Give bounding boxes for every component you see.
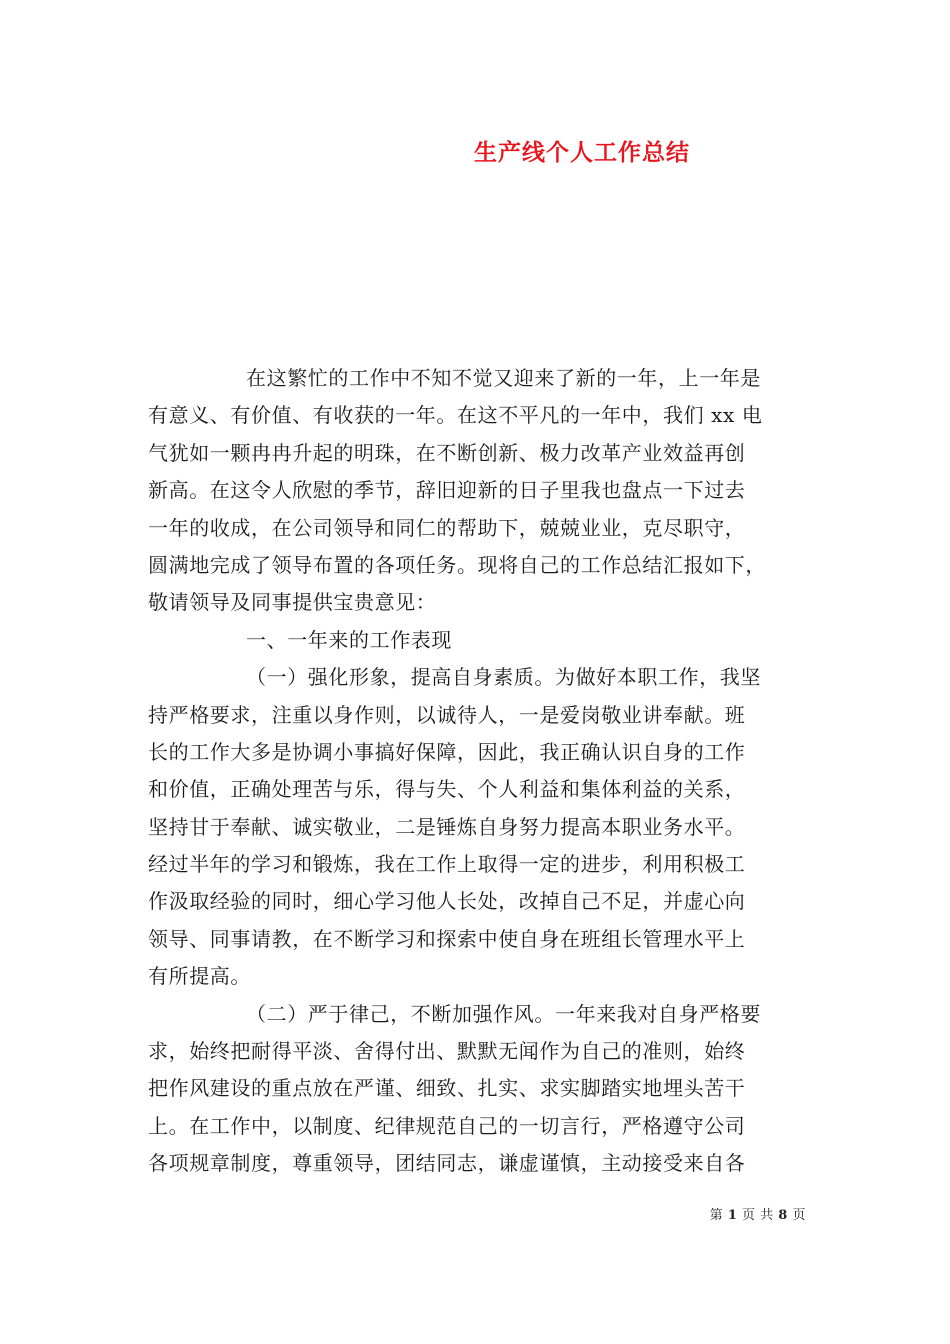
paragraph-line: 有所提高。 xyxy=(148,964,251,989)
total-pages-number: 8 xyxy=(778,1208,788,1223)
document-title: 生产线个人工作总结 xyxy=(474,139,690,166)
footer-middle: 页 共 xyxy=(742,1208,774,1223)
paragraph-line: 新高。在这令人欣慰的季节，辞旧迎新的日子里我也盘点一下过去 xyxy=(148,478,746,503)
paragraph-line: 各项规章制度，尊重领导，团结同志，谦虚谨慎，主动接受来自各 xyxy=(148,1151,746,1176)
paragraph-line: 坚持甘于奉献、诚实敬业，二是锤炼自身努力提高本职业务水平。 xyxy=(148,814,746,839)
paragraph-line: 气犹如一颗冉冉升起的明珠，在不断创新、极力改革产业效益再创 xyxy=(148,440,746,465)
paragraph-line: 长的工作大多是协调小事搞好保障，因此，我正确认识自身的工作 xyxy=(148,739,746,764)
paragraph-line: 和价值，正确处理苦与乐，得与失、个人利益和集体利益的关系， xyxy=(148,777,746,802)
paragraph-line: 上。在工作中，以制度、纪律规范自己的一切言行，严格遵守公司 xyxy=(148,1113,746,1138)
paragraph-line: （一）强化形象，提高自身素质。为做好本职工作，我坚 xyxy=(246,665,761,690)
paragraph-line: 求，始终把耐得平淡、舍得付出、默默无闻作为自己的准则，始终 xyxy=(148,1039,746,1064)
paragraph-line: 圆满地完成了领导布置的各项任务。现将自己的工作总结汇报如下， xyxy=(148,552,766,577)
paragraph-line: 领导、同事请教，在不断学习和探索中使自身在班组长管理水平上 xyxy=(148,926,746,951)
page-number-footer xyxy=(710,1204,806,1223)
paragraph-line: 作汲取经验的同时，细心学习他人长处，改掉自己不足，并虚心向 xyxy=(148,889,746,914)
paragraph-line: 敬请领导及同事提供宝贵意见： xyxy=(148,590,437,615)
section-heading: 一、一年来的工作表现 xyxy=(246,627,452,652)
document-body xyxy=(148,360,808,1183)
paragraph-line: 一年的收成，在公司领导和同仁的帮助下，兢兢业业，克尽职守， xyxy=(148,515,746,540)
paragraph-line: 有意义、有价值、有收获的一年。在这不平凡的一年中，我们 xx 电 xyxy=(148,403,763,428)
paragraph-line: 经过半年的学习和锻炼，我在工作上取得一定的进步，利用积极工 xyxy=(148,852,746,877)
footer-prefix: 第 xyxy=(709,1208,724,1223)
paragraph-line: 把作风建设的重点放在严谨、细致、扎实、求实脚踏实地埋头苦干 xyxy=(148,1076,746,1101)
current-page-number: 1 xyxy=(727,1208,738,1223)
paragraph-line: 持严格要求，注重以身作则，以诚待人，一是爱岗敬业讲奉献。班 xyxy=(148,702,746,727)
paragraph-line: （二）严于律己，不断加强作风。一年来我对自身严格要 xyxy=(246,1001,761,1026)
footer-suffix: 页 xyxy=(792,1208,806,1223)
paragraph-line: 在这繁忙的工作中不知不觉又迎来了新的一年，上一年是 xyxy=(246,366,761,390)
